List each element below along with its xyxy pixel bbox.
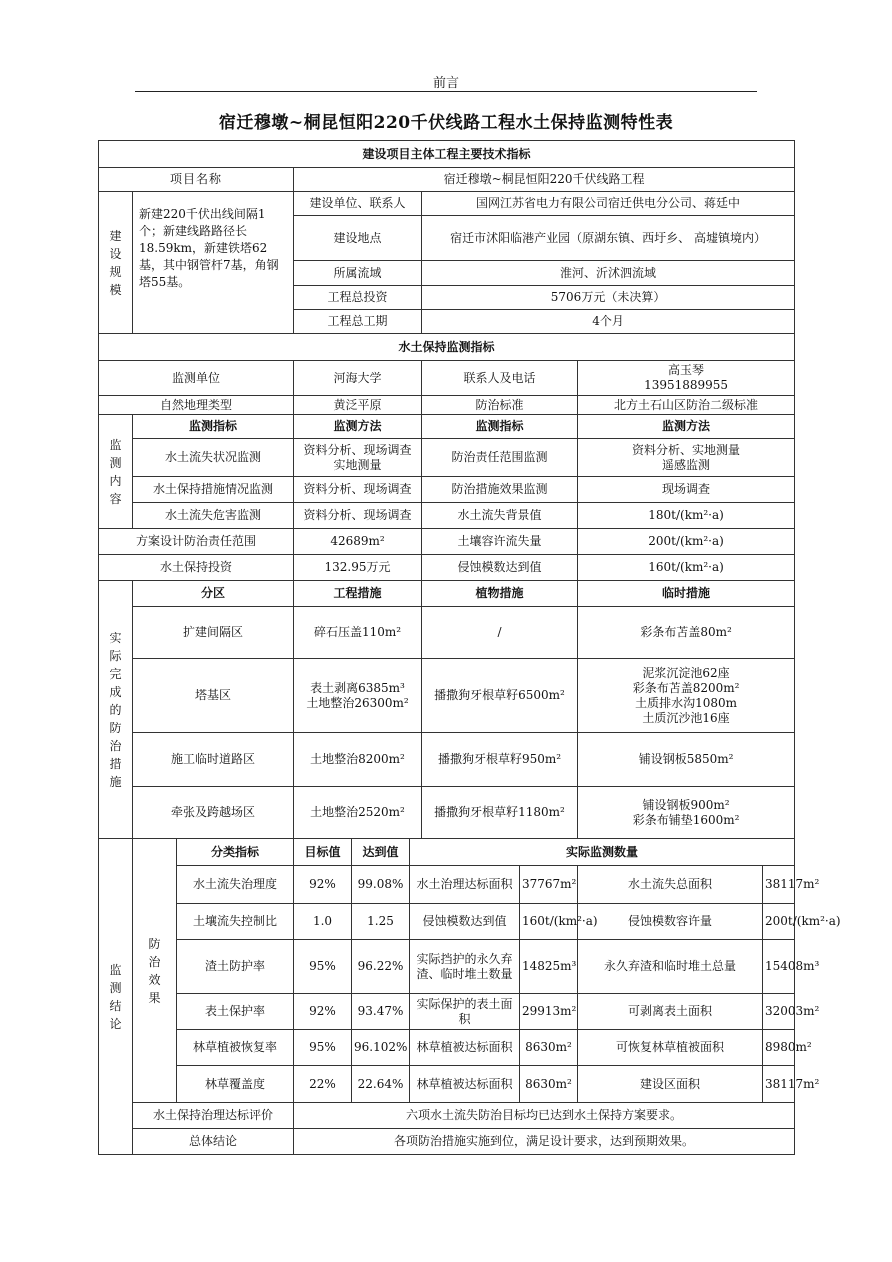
conclusion-section-label: 监 测 结 论 [99, 839, 133, 1155]
effect-total-value: 200t/(km²·a) [763, 904, 795, 940]
effect-total-value: 15408m³ [763, 940, 795, 994]
monitor-unit-label: 监测单位 [99, 361, 294, 396]
effect-measure-label: 实际挡护的永久弃渣、临时堆土数量 [410, 940, 520, 994]
measures-cell: 播撒狗牙根草籽1180m² [422, 787, 578, 839]
effect-indicator: 林草覆盖度 [177, 1066, 294, 1103]
measures-cell: 铺设钢板5850m² [578, 733, 795, 787]
content-cell: 水土保持措施情况监测 [133, 477, 294, 503]
effect-total-label: 水土流失总面积 [578, 866, 763, 904]
measures-cell: 彩条布苫盖80m² [578, 607, 795, 659]
content-cell: 资料分析、现场调查 [294, 503, 422, 529]
invest-label: 水土保持投资 [99, 555, 294, 581]
content-label: 监 测 内 容 [99, 415, 133, 529]
effect-indicator: 渣土防护率 [177, 940, 294, 994]
effect-measure-value: 8630m² [520, 1030, 578, 1066]
effect-achieved: 93.47% [352, 994, 410, 1030]
duration-value: 4个月 [422, 310, 795, 334]
section2-heading: 水土保持监测指标 [99, 334, 795, 361]
erosion-label: 侵蚀模数达到值 [422, 555, 578, 581]
project-name-label: 项目名称 [99, 168, 294, 192]
effect-label: 防 治 效 果 [133, 839, 177, 1103]
effect-total-label: 建设区面积 [578, 1066, 763, 1103]
basin-label: 所属流域 [294, 261, 422, 286]
erosion-value: 160t/(km²·a) [578, 555, 795, 581]
scale-label: 建 设 规 模 [99, 192, 133, 334]
effect-target: 95% [294, 940, 352, 994]
investment-value: 5706万元（未决算） [422, 286, 795, 310]
location-value: 宿迁市沭阳临港产业园（原湖东镇、西圩乡、 高墟镇境内） [422, 216, 795, 261]
content-cell: 资料分析、实地测量 遥感监测 [578, 439, 795, 477]
spec-table [98, 140, 841, 1155]
effect-measure-label: 实际保护的表土面积 [410, 994, 520, 1030]
effect-measure-value: 160t/(km²·a) [520, 904, 578, 940]
basin-value: 淮河、沂沭泗流域 [422, 261, 795, 286]
geo-type-label: 自然地理类型 [99, 396, 294, 415]
effect-measure-label: 侵蚀模数达到值 [410, 904, 520, 940]
effect-total-label: 永久弃渣和临时堆土总量 [578, 940, 763, 994]
resp-range-label: 方案设计防治责任范围 [99, 529, 294, 555]
measures-cell: / [422, 607, 578, 659]
document-title: 宿迁穆墩~桐昆恒阳220千伏线路工程水土保持监测特性表 [218, 113, 674, 133]
effect-header: 目标值 [294, 839, 352, 866]
content-cell: 现场调查 [578, 477, 795, 503]
content-header: 监测指标 [422, 415, 578, 439]
content-cell: 180t/(km²·a) [578, 503, 795, 529]
content-cell: 防治措施效果监测 [422, 477, 578, 503]
measures-cell: 牵张及跨越场区 [133, 787, 294, 839]
effect-indicator: 土壤流失控制比 [177, 904, 294, 940]
effect-indicator: 林草植被恢复率 [177, 1030, 294, 1066]
effect-target: 22% [294, 1066, 352, 1103]
effect-achieved: 22.64% [352, 1066, 410, 1103]
effect-measure-label: 林草植被达标面积 [410, 1030, 520, 1066]
measures-header: 临时措施 [578, 581, 795, 607]
content-cell: 水土流失状况监测 [133, 439, 294, 477]
scale-text: 新建220千伏出线间隔1个；新建线路路径长18.59km，新建铁塔62基，其中钢管杆7基，角钢塔55基。 [133, 192, 294, 334]
content-cell: 资料分析、现场调查 [294, 477, 422, 503]
header-rule [135, 91, 757, 92]
content-header: 监测方法 [578, 415, 795, 439]
effect-header: 达到值 [352, 839, 410, 866]
project-name-value: 宿迁穆墩~桐昆恒阳220千伏线路工程 [294, 168, 795, 192]
investment-label: 工程总投资 [294, 286, 422, 310]
effect-achieved: 99.08% [352, 866, 410, 904]
measures-header: 分区 [133, 581, 294, 607]
section1-heading: 建设项目主体工程主要技术指标 [99, 141, 795, 168]
measures-cell: 表土剥离6385m³ 土地整治26300m² [294, 659, 422, 733]
content-header: 监测指标 [133, 415, 294, 439]
location-label: 建设地点 [294, 216, 422, 261]
measures-cell: 土地整治8200m² [294, 733, 422, 787]
prevention-std-label: 防治标准 [422, 396, 578, 415]
effect-measure-value: 29913m² [520, 994, 578, 1030]
measures-cell: 土地整治2520m² [294, 787, 422, 839]
content-cell: 水土流失背景值 [422, 503, 578, 529]
soil-loss-allow-value: 200t/(km²·a) [578, 529, 795, 555]
measures-cell: 施工临时道路区 [133, 733, 294, 787]
effect-total-value: 38117m² [763, 866, 795, 904]
soil-loss-allow-label: 土壤容许流失量 [422, 529, 578, 555]
effect-measure-value: 14825m³ [520, 940, 578, 994]
effect-measure-label: 水土治理达标面积 [410, 866, 520, 904]
effect-target: 92% [294, 994, 352, 1030]
unit-value: 国网江苏省电力有限公司宿迁供电分公司、蒋廷中 [422, 192, 795, 216]
effect-measure-value: 8630m² [520, 1066, 578, 1103]
content-header: 监测方法 [294, 415, 422, 439]
measures-cell: 碎石压盖110m² [294, 607, 422, 659]
effect-achieved: 96.22% [352, 940, 410, 994]
eval-label: 水土保持治理达标评价 [133, 1103, 294, 1129]
effect-total-label: 侵蚀模数容许量 [578, 904, 763, 940]
measures-cell: 扩建间隔区 [133, 607, 294, 659]
measures-cell: 塔基区 [133, 659, 294, 733]
measures-label: 实 际 完 成 的 防 治 措 施 [99, 581, 133, 839]
content-cell: 防治责任范围监测 [422, 439, 578, 477]
measures-header: 植物措施 [422, 581, 578, 607]
effect-header: 分类指标 [177, 839, 294, 866]
conclusion-value: 各项防治措施实施到位，满足设计要求，达到预期效果。 [294, 1129, 795, 1155]
conclusion-label: 总体结论 [133, 1129, 294, 1155]
effect-indicator: 表土保护率 [177, 994, 294, 1030]
effect-target: 95% [294, 1030, 352, 1066]
page-header: 前言 [432, 76, 459, 91]
effect-total-label: 可恢复林草植被面积 [578, 1030, 763, 1066]
measures-cell: 铺设钢板900m² 彩条布铺垫1600m² [578, 787, 795, 839]
prevention-std-value: 北方土石山区防治二级标准 [578, 396, 795, 415]
measures-cell: 播撒狗牙根草籽6500m² [422, 659, 578, 733]
eval-value: 六项水土流失防治目标均已达到水土保持方案要求。 [294, 1103, 795, 1129]
effect-target: 1.0 [294, 904, 352, 940]
effect-total-value: 8980m² [763, 1030, 795, 1066]
effect-header: 实际监测数量 [410, 839, 795, 866]
contact-label: 联系人及电话 [422, 361, 578, 396]
effect-achieved: 1.25 [352, 904, 410, 940]
measures-header: 工程措施 [294, 581, 422, 607]
effect-achieved: 96.102% [352, 1030, 410, 1066]
effect-target: 92% [294, 866, 352, 904]
contact-value [578, 361, 795, 396]
measures-cell: 播撒狗牙根草籽950m² [422, 733, 578, 787]
invest-value: 132.95万元 [294, 555, 422, 581]
contact-phone: 13951889955 [644, 378, 729, 392]
content-cell: 资料分析、现场调查 实地测量 [294, 439, 422, 477]
unit-label: 建设单位、联系人 [294, 192, 422, 216]
contact-name: 高玉琴 [668, 363, 705, 377]
effect-total-value: 32003m² [763, 994, 795, 1030]
effect-total-value: 38117m² [763, 1066, 795, 1103]
monitor-unit-value: 河海大学 [294, 361, 422, 396]
content-cell: 水土流失危害监测 [133, 503, 294, 529]
geo-type-value: 黄泛平原 [294, 396, 422, 415]
effect-measure-value: 37767m² [520, 866, 578, 904]
effect-measure-label: 林草植被达标面积 [410, 1066, 520, 1103]
effect-indicator: 水土流失治理度 [177, 866, 294, 904]
duration-label: 工程总工期 [294, 310, 422, 334]
resp-range-value: 42689m² [294, 529, 422, 555]
measures-cell: 泥浆沉淀池62座 彩条布苫盖8200m² 土质排水沟1080m 土质沉沙池16座 [578, 659, 795, 733]
effect-total-label: 可剥离表土面积 [578, 994, 763, 1030]
